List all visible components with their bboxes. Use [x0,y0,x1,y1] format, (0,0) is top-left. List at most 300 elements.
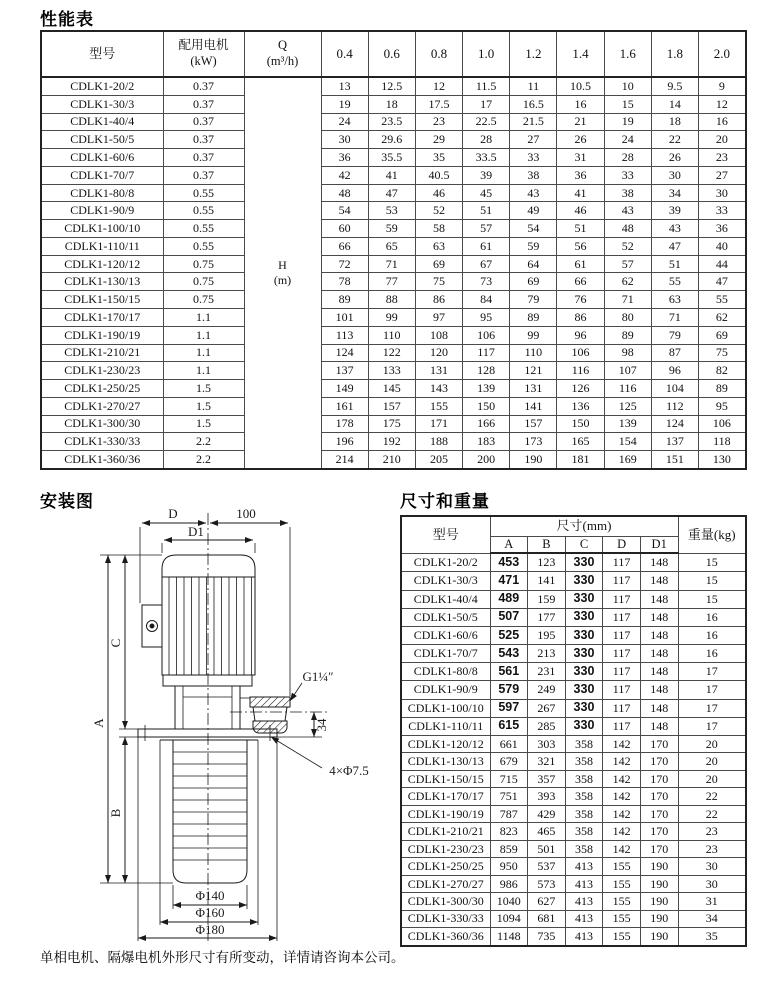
perf-head-value-cell: 71 [651,309,698,327]
perf-table-row [41,149,746,167]
perf-table-row [41,77,746,95]
dims-a-cell: 597 [490,699,528,717]
dims-table-row [401,805,746,822]
dims-kg-cell: 16 [678,608,746,626]
perf-head-value-cell: 69 [699,326,746,344]
perf-kw-cell: 0.37 [163,166,244,184]
dims-table-row [401,858,746,875]
dims-b-cell: 537 [528,858,566,875]
dims-b-cell: 177 [528,608,566,626]
perf-head-value-cell: 19 [321,95,368,113]
perf-model-cell: CDLK1-80/8 [41,184,163,202]
perf-model-cell: CDLK1-330/33 [41,433,163,451]
dims-kg-cell: 22 [678,788,746,805]
perf-model-cell: CDLK1-120/12 [41,255,163,273]
perf-model-cell: CDLK1-90/9 [41,202,163,220]
perf-model-cell: CDLK1-360/36 [41,451,163,469]
dim-label-34: 34 [314,718,329,732]
perf-motor-unit: (kW) [190,54,217,68]
perf-table-row [41,255,746,273]
perf-head-value-cell: 107 [604,362,651,380]
dims-a-cell: 525 [490,626,528,644]
perf-table-row [41,433,746,451]
perf-head-value-cell: 51 [463,202,510,220]
dim-label-b: B [108,808,123,818]
dims-model-cell: CDLK1-40/4 [401,590,490,608]
dims-b-cell: 231 [528,663,566,681]
perf-head-value-cell: 53 [368,202,415,220]
perf-head-value-cell: 145 [368,380,415,398]
dims-table-row [401,910,746,927]
perf-head-value-cell: 47 [699,273,746,291]
dims-d1-cell: 148 [640,590,678,608]
perf-head-value-cell: 60 [321,220,368,238]
dims-model-cell: CDLK1-230/23 [401,840,490,857]
perf-table-row [41,397,746,415]
perf-head-value-cell: 42 [321,166,368,184]
perf-head-value-cell: 11 [510,77,557,95]
dims-size-col-header: B [528,536,566,553]
perf-head-value-cell: 169 [604,451,651,469]
perf-head-value-cell: 67 [463,255,510,273]
perf-head-value-cell: 30 [321,131,368,149]
perf-head-value-cell: 143 [415,380,462,398]
dims-b-cell: 465 [528,823,566,840]
perf-head-value-cell: 16.5 [510,95,557,113]
perf-head-value-cell: 33.5 [463,149,510,167]
installation-diagram [30,485,390,943]
perf-head-value-cell: 40.5 [415,166,462,184]
perf-head-value-cell: 128 [463,362,510,380]
perf-head-value-cell: 41 [368,166,415,184]
dims-b-cell: 735 [528,928,566,946]
perf-head-value-cell: 9 [699,77,746,95]
dims-size-group-header: 尺寸(mm) [490,516,678,536]
dims-table-body [401,553,746,946]
perf-head-value-cell: 63 [415,237,462,255]
perf-head-value-cell: 36 [699,220,746,238]
perf-head-value-cell: 133 [368,362,415,380]
perf-kw-cell: 0.55 [163,220,244,238]
perf-head-value-cell: 141 [510,397,557,415]
dims-a-cell: 661 [490,735,528,752]
dims-d-cell: 117 [603,626,641,644]
dims-c-cell: 358 [565,770,603,787]
perf-head-value-cell: 17.5 [415,95,462,113]
dims-c-cell: 413 [565,910,603,927]
perf-head-value-cell: 61 [463,237,510,255]
dims-c-cell: 330 [565,553,603,572]
dims-model-cell: CDLK1-30/3 [401,572,490,590]
dims-d1-cell: 148 [640,572,678,590]
dims-d-cell: 142 [603,805,641,822]
perf-head-value-cell: 112 [651,397,698,415]
perf-head-value-cell: 55 [699,291,746,309]
perf-head-value-cell: 33 [604,166,651,184]
dims-a-cell: 787 [490,805,528,822]
perf-model-cell: CDLK1-150/15 [41,291,163,309]
perf-kw-cell: 2.2 [163,433,244,451]
perf-kw-cell: 1.5 [163,397,244,415]
perf-head-value-cell: 29 [415,131,462,149]
dims-model-cell: CDLK1-360/36 [401,928,490,946]
perf-table-row [41,451,746,469]
perf-table-row [41,131,746,149]
perf-head-value-cell: 43 [651,220,698,238]
dims-b-cell: 267 [528,699,566,717]
perf-head-value-cell: 46 [415,184,462,202]
perf-q-unit: (m³/h) [266,54,299,68]
perf-head-value-cell: 118 [699,433,746,451]
dims-a-cell: 950 [490,858,528,875]
perf-head-value-cell: 54 [321,202,368,220]
dims-a-cell: 823 [490,823,528,840]
perf-head-value-cell: 150 [463,397,510,415]
dims-d-cell: 155 [603,910,641,927]
dims-kg-cell: 15 [678,572,746,590]
perf-head-value-cell: 52 [604,237,651,255]
dims-d-cell: 117 [603,590,641,608]
dims-c-cell: 413 [565,875,603,892]
perf-head-value-cell: 29.6 [368,131,415,149]
perf-head-value-cell: 57 [463,220,510,238]
dims-kg-cell: 30 [678,858,746,875]
dims-model-cell: CDLK1-130/13 [401,753,490,770]
perf-col-q-header [244,31,321,77]
footer-note: 单相电机、隔爆电机外形尺寸有所变动，详情请咨询本公司。 [40,950,405,965]
dims-table-row [401,840,746,857]
perf-head-value-cell: 151 [651,451,698,469]
perf-head-value-cell: 16 [557,95,604,113]
dims-model-cell: CDLK1-20/2 [401,553,490,572]
perf-kw-cell: 0.55 [163,184,244,202]
dims-model-cell: CDLK1-60/6 [401,626,490,644]
dims-kg-cell: 35 [678,928,746,946]
perf-model-cell: CDLK1-300/30 [41,415,163,433]
dims-table-row [401,608,746,626]
perf-head-value-cell: 96 [651,362,698,380]
dims-b-cell: 681 [528,910,566,927]
perf-table-row [41,326,746,344]
perf-head-value-cell: 86 [415,291,462,309]
perf-head-value-cell: 84 [463,291,510,309]
performance-table-title: 性能表 [40,10,94,29]
perf-head-value-cell: 12 [699,95,746,113]
perf-head-value-cell: 35 [415,149,462,167]
dims-table-row [401,681,746,699]
perf-h-merged-cell: H (m) [244,77,321,469]
perf-head-value-cell: 39 [463,166,510,184]
perf-model-cell: CDLK1-190/19 [41,326,163,344]
dims-size-col-header: C [565,536,603,553]
perf-head-value-cell: 124 [321,344,368,362]
dims-model-cell: CDLK1-250/25 [401,858,490,875]
dim-label-c: C [108,638,123,648]
perf-head-value-cell: 54 [510,220,557,238]
perf-head-value-cell: 21 [557,113,604,131]
dim-label-d1: D1 [188,524,204,539]
perf-kw-cell: 0.37 [163,77,244,95]
perf-head-value-cell: 33 [510,149,557,167]
perf-flow-header: 0.4 [321,31,368,77]
dims-table-row [401,823,746,840]
dims-b-cell: 213 [528,645,566,663]
pipe-top-flange [250,697,290,707]
motor-cap [162,555,255,577]
perf-head-value-cell: 66 [557,273,604,291]
perf-head-value-cell: 155 [415,397,462,415]
perf-kw-cell: 0.37 [163,149,244,167]
dia-160-label: Φ160 [195,905,225,920]
dims-d1-cell: 148 [640,608,678,626]
perf-kw-cell: 0.75 [163,255,244,273]
dims-kg-cell: 23 [678,823,746,840]
dims-model-cell: CDLK1-100/10 [401,699,490,717]
dim-label-d: D [168,506,178,521]
perf-head-value-cell: 77 [368,273,415,291]
dims-kg-cell: 17 [678,681,746,699]
perf-flow-header: 0.6 [368,31,415,77]
dims-kg-cell: 20 [678,753,746,770]
dims-d1-cell: 170 [640,735,678,752]
pump-barrel [173,740,247,883]
perf-kw-cell: 1.1 [163,326,244,344]
dims-b-cell: 159 [528,590,566,608]
dims-d-cell: 142 [603,788,641,805]
dims-size-col-header: D1 [640,536,678,553]
perf-model-cell: CDLK1-20/2 [41,77,163,95]
perf-head-value-cell: 11.5 [463,77,510,95]
dims-c-cell: 330 [565,717,603,735]
dims-table-row [401,699,746,717]
dims-d1-cell: 148 [640,626,678,644]
dims-d1-cell: 170 [640,770,678,787]
perf-kw-cell: 0.75 [163,291,244,309]
perf-head-value-cell: 210 [368,451,415,469]
dims-a-cell: 489 [490,590,528,608]
dims-table-row [401,893,746,910]
perf-head-value-cell: 21.5 [510,113,557,131]
dims-kg-cell: 23 [678,840,746,857]
dims-a-cell: 986 [490,875,528,892]
dims-table-row [401,875,746,892]
dims-c-cell: 330 [565,572,603,590]
perf-head-value-cell: 43 [604,202,651,220]
perf-head-value-cell: 57 [604,255,651,273]
perf-head-value-cell: 10.5 [557,77,604,95]
dims-b-cell: 393 [528,788,566,805]
perf-head-value-cell: 106 [699,415,746,433]
perf-head-value-cell: 121 [510,362,557,380]
thread-leader [290,683,302,701]
perf-head-value-cell: 190 [510,451,557,469]
dims-d1-cell: 170 [640,840,678,857]
perf-kw-cell: 0.55 [163,202,244,220]
dims-b-cell: 303 [528,735,566,752]
perf-head-value-cell: 61 [557,255,604,273]
perf-head-value-cell: 9.5 [651,77,698,95]
perf-head-value-cell: 64 [510,255,557,273]
perf-head-value-cell: 38 [510,166,557,184]
perf-head-value-cell: 36 [321,149,368,167]
dims-d1-cell: 190 [640,875,678,892]
perf-head-value-cell: 173 [510,433,557,451]
perf-head-value-cell: 56 [557,237,604,255]
perf-model-cell: CDLK1-210/21 [41,344,163,362]
perf-head-value-cell: 95 [699,397,746,415]
perf-head-value-cell: 108 [415,326,462,344]
perf-head-value-cell: 20 [699,131,746,149]
perf-head-value-cell: 75 [699,344,746,362]
dims-kg-cell: 22 [678,805,746,822]
dims-table-row [401,572,746,590]
dims-kg-cell: 16 [678,626,746,644]
perf-flow-header: 2.0 [699,31,746,77]
perf-head-value-cell: 46 [557,202,604,220]
perf-kw-cell: 0.37 [163,113,244,131]
dims-d1-cell: 170 [640,805,678,822]
perf-table-row [41,380,746,398]
dims-b-cell: 195 [528,626,566,644]
dims-b-cell: 429 [528,805,566,822]
dims-d1-cell: 148 [640,553,678,572]
perf-head-value-cell: 13 [321,77,368,95]
perf-head-value-cell: 22.5 [463,113,510,131]
perf-head-value-cell: 36 [557,166,604,184]
perf-table-row [41,291,746,309]
dims-a-cell: 561 [490,663,528,681]
dims-a-cell: 859 [490,840,528,857]
dims-d-cell: 117 [603,663,641,681]
perf-model-cell: CDLK1-270/27 [41,397,163,415]
dimensions-table-title: 尺寸和重量 [400,492,490,511]
dims-d1-cell: 170 [640,788,678,805]
dims-model-cell: CDLK1-150/15 [401,770,490,787]
dims-d-cell: 142 [603,823,641,840]
dims-model-cell: CDLK1-330/33 [401,910,490,927]
dims-a-cell: 715 [490,770,528,787]
perf-head-value-cell: 137 [321,362,368,380]
dims-table-row [401,735,746,752]
perf-head-value-cell: 12 [415,77,462,95]
perf-head-value-cell: 117 [463,344,510,362]
holes-leader [271,737,322,768]
perf-head-value-cell: 28 [463,131,510,149]
perf-model-cell: CDLK1-60/6 [41,149,163,167]
perf-head-value-cell: 200 [463,451,510,469]
perf-model-cell: CDLK1-50/5 [41,131,163,149]
perf-head-value-cell: 45 [463,184,510,202]
dims-d-cell: 155 [603,928,641,946]
dims-table-row [401,770,746,787]
dims-d1-cell: 190 [640,858,678,875]
perf-head-value-cell: 82 [699,362,746,380]
perf-model-cell: CDLK1-130/13 [41,273,163,291]
perf-head-value-cell: 183 [463,433,510,451]
perf-head-value-cell: 196 [321,433,368,451]
dims-d1-cell: 190 [640,893,678,910]
dims-d1-cell: 148 [640,717,678,735]
perf-head-value-cell: 30 [699,184,746,202]
dims-table-row [401,928,746,946]
perf-head-value-cell: 14 [651,95,698,113]
dims-a-cell: 471 [490,572,528,590]
perf-head-value-cell: 89 [510,309,557,327]
barrel-stages [173,752,247,860]
dims-d-cell: 155 [603,875,641,892]
pump-stool [175,686,240,729]
perf-head-value-cell: 181 [557,451,604,469]
performance-table [40,30,747,470]
perf-head-value-cell: 178 [321,415,368,433]
perf-head-value-cell: 87 [651,344,698,362]
dims-d1-cell: 170 [640,753,678,770]
perf-head-value-cell: 188 [415,433,462,451]
perf-head-value-cell: 18 [368,95,415,113]
dims-table-row [401,553,746,572]
perf-head-value-cell: 89 [321,291,368,309]
perf-head-value-cell: 27 [510,131,557,149]
dia-140-label: Φ140 [195,888,225,903]
perf-head-value-cell: 139 [463,380,510,398]
perf-flow-header: 1.6 [604,31,651,77]
perf-head-value-cell: 22 [651,131,698,149]
perf-table-body [41,77,746,469]
perf-head-value-cell: 19 [604,113,651,131]
perf-head-value-cell: 15 [604,95,651,113]
perf-table-row [41,202,746,220]
perf-table-row [41,220,746,238]
dims-kg-cell: 17 [678,717,746,735]
perf-model-cell: CDLK1-110/11 [41,237,163,255]
perf-head-value-cell: 44 [699,255,746,273]
perf-head-value-cell: 126 [557,380,604,398]
perf-head-value-cell: 73 [463,273,510,291]
perf-head-value-cell: 31 [557,149,604,167]
dims-model-cell: CDLK1-300/30 [401,893,490,910]
perf-flow-header: 1.2 [510,31,557,77]
perf-kw-cell: 1.1 [163,362,244,380]
perf-head-value-cell: 165 [557,433,604,451]
perf-head-value-cell: 43 [510,184,557,202]
perf-kw-cell: 0.55 [163,237,244,255]
perf-head-value-cell: 48 [321,184,368,202]
perf-kw-cell: 1.5 [163,380,244,398]
perf-table-row [41,273,746,291]
dimensions-weight-table [400,515,747,947]
perf-head-value-cell: 39 [651,202,698,220]
dims-c-cell: 358 [565,823,603,840]
perf-head-value-cell: 99 [368,309,415,327]
perf-head-value-cell: 80 [604,309,651,327]
dims-c-cell: 330 [565,681,603,699]
perf-model-cell: CDLK1-170/17 [41,309,163,327]
dims-d-cell: 117 [603,608,641,626]
perf-head-value-cell: 175 [368,415,415,433]
perf-model-cell: CDLK1-30/3 [41,95,163,113]
dims-d-cell: 117 [603,717,641,735]
motor-body [162,577,255,675]
dims-c-cell: 413 [565,893,603,910]
dims-table-row [401,590,746,608]
perf-head-value-cell: 71 [368,255,415,273]
dims-c-cell: 358 [565,840,603,857]
perf-head-value-cell: 35.5 [368,149,415,167]
perf-head-value-cell: 59 [510,237,557,255]
thread-size-label: G1¼″ [302,669,334,684]
dims-model-cell: CDLK1-170/17 [401,788,490,805]
dims-size-col-header: D [603,536,641,553]
